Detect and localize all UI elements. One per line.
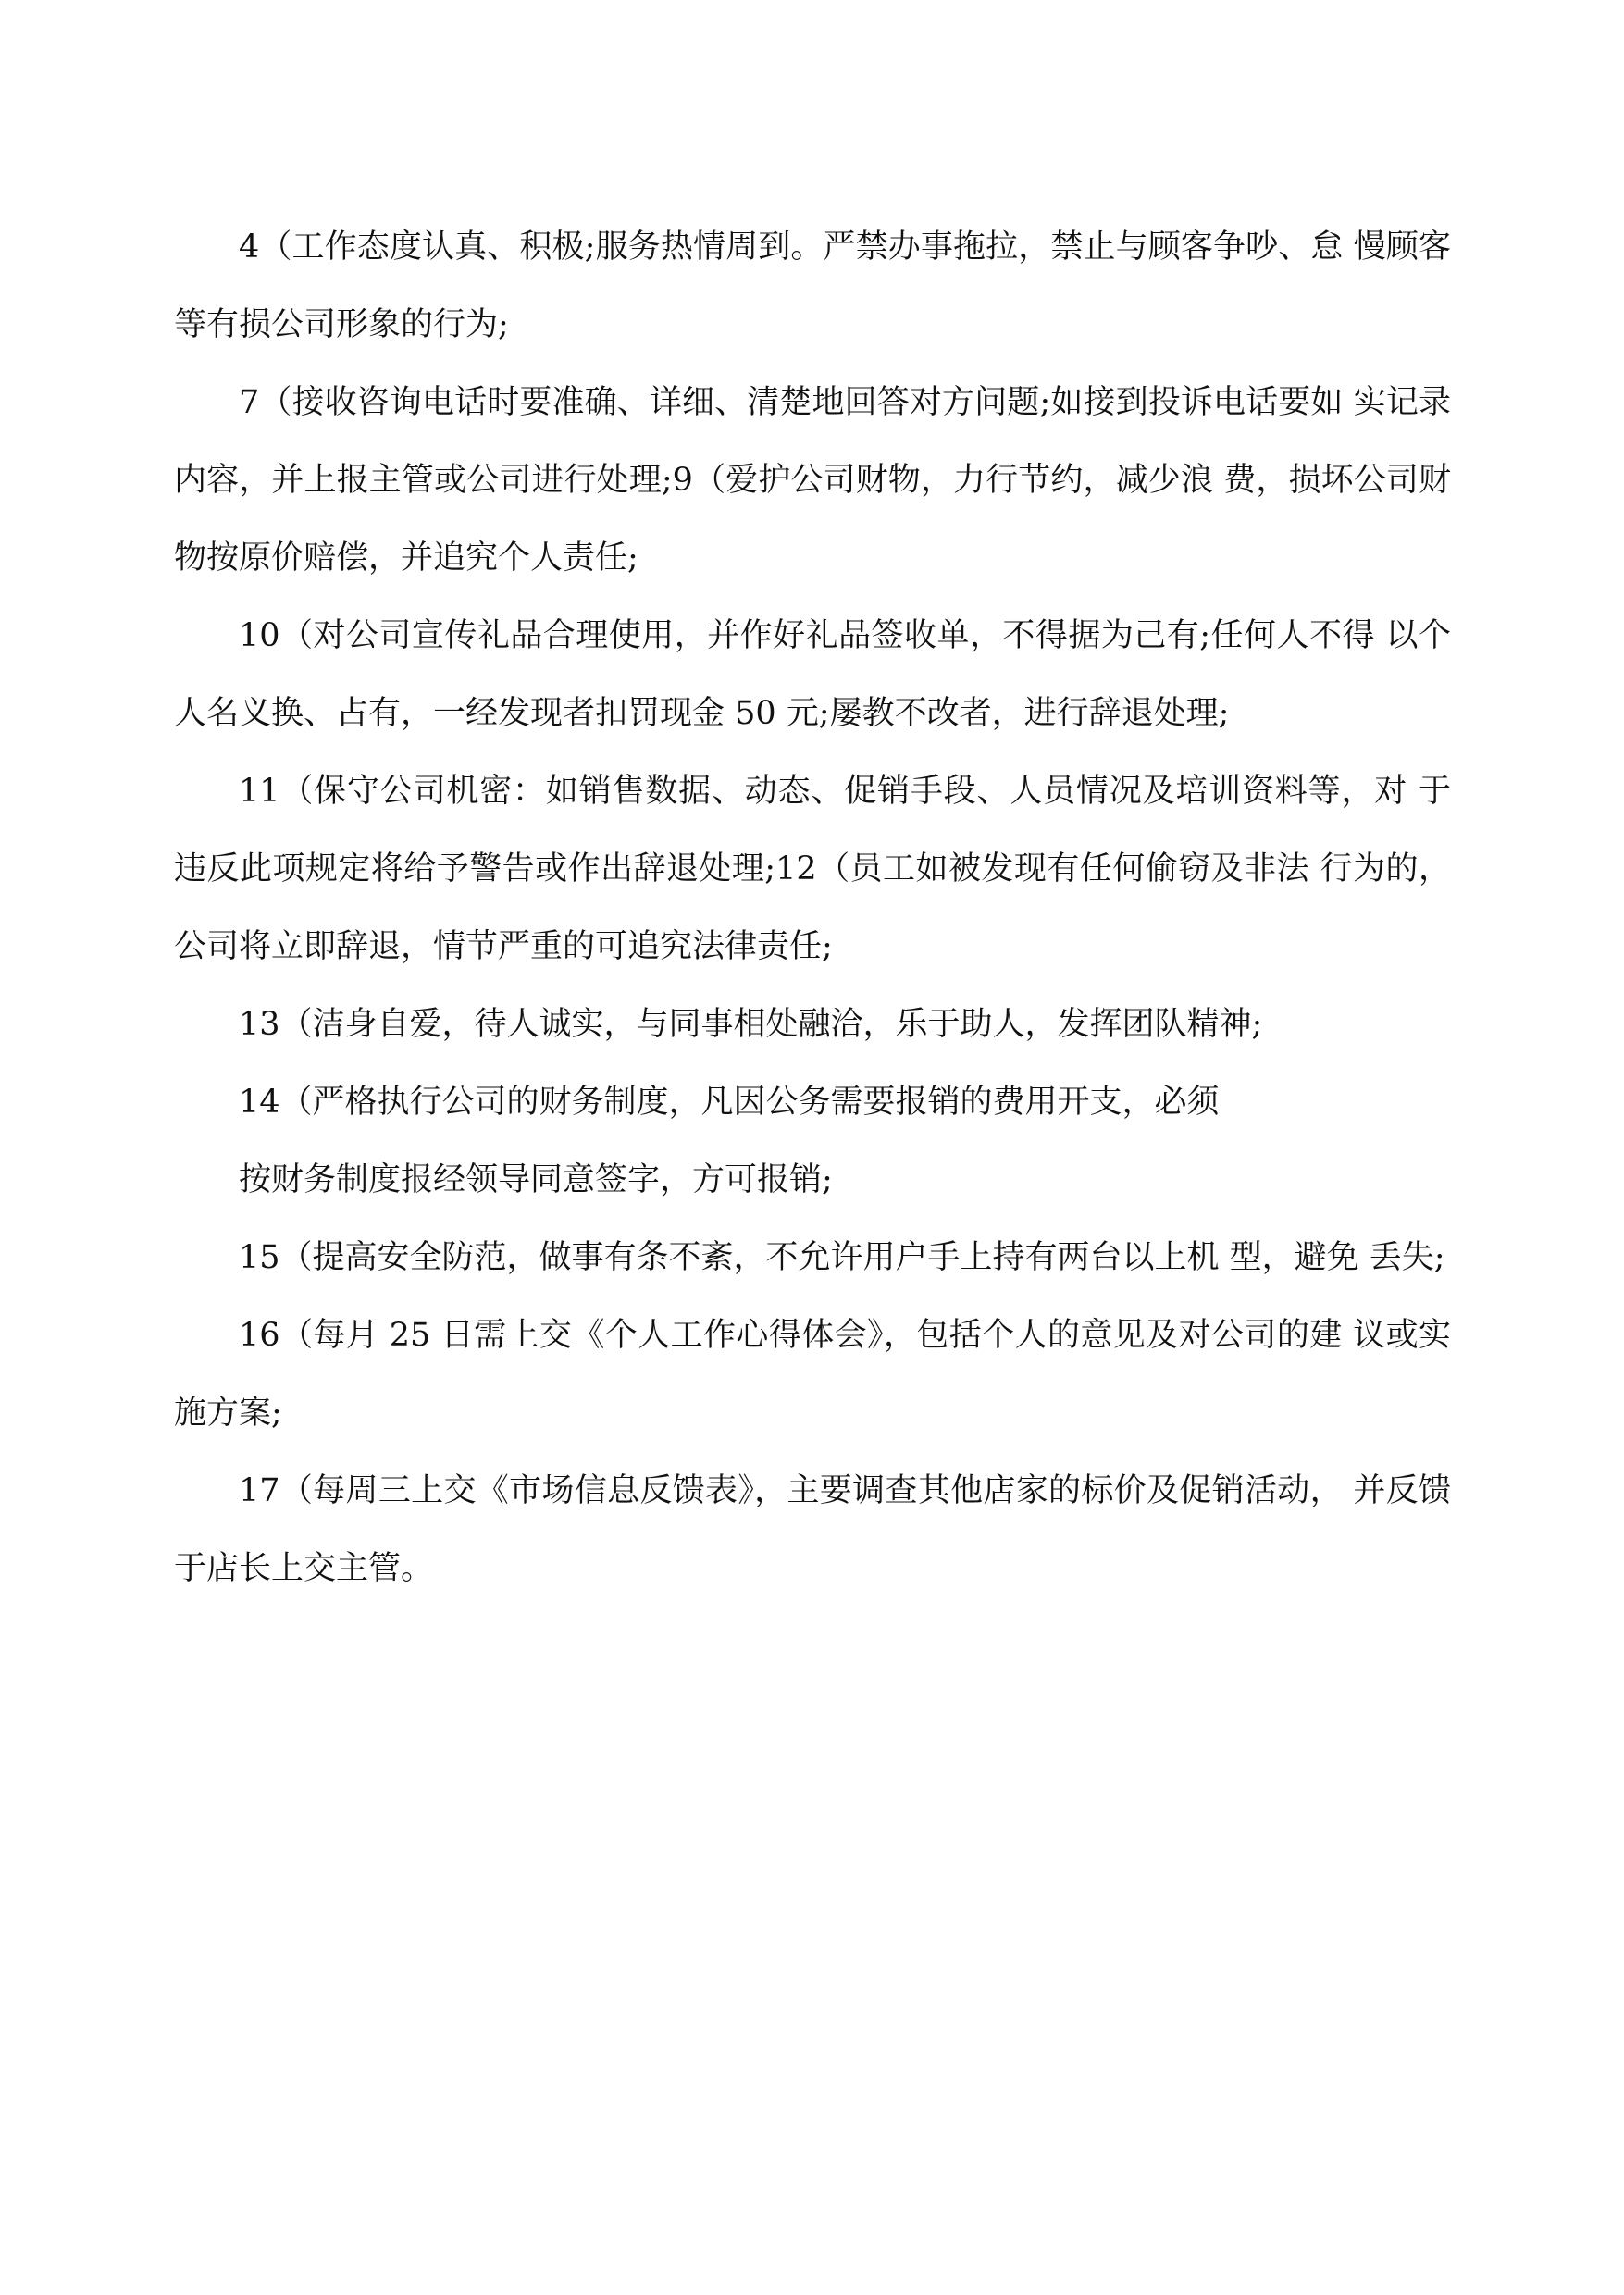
paragraph-rule-15: 15（提高安全防范，做事有条不紊，不允许用户手上持有两台以上机 型，避免 丢失;	[239, 1239, 1445, 1276]
paragraph-rule-13: 13（洁身自爱，待人诚实，与同事相处融洽，乐于助人，发挥团队精神;	[239, 1006, 1263, 1043]
paragraph-rule-11-12: 11（保守公司机密：如销售数据、动态、促销手段、人员情况及培训资料等，对 于违反此项规定将给予警告或作出辞退处理;12（员工如被发现有任何偷窃及非法 行为的，公司将立即辞退，情节严重的可追究法律责任;	[174, 773, 1451, 965]
paragraph-rule-16: 16（每月 25 日需上交《个人工作心得体会》，包括个人的意见及对公司的建 议或实施方案;	[174, 1317, 1451, 1432]
paragraph-rule-14-continued: 按财务制度报经领导同意签字，方可报销;	[239, 1161, 833, 1198]
paragraph-rule-4: 4（工作态度认真、积极;服务热情周到。严禁办事拖拉，禁止与顾客争吵、怠 慢顾客等有损公司形象的行为;	[174, 229, 1451, 343]
paragraph-rule-17: 17（每周三上交《市场信息反馈表》，主要调查其他店家的标价及促销活动， 并反馈于店长上交主管。	[174, 1472, 1451, 1587]
paragraph-rule-10: 10（对公司宣传礼品合理使用，并作好礼品签收单，不得据为己有;任何人不得 以个人名义换、占有，一经发现者扣罚现金 50 元;屡教不改者，进行辞退处理;	[174, 617, 1451, 732]
document-body	[174, 208, 1451, 1607]
paragraph-rule-14: 14（严格执行公司的财务制度，凡因公务需要报销的费用开支，必须	[239, 1084, 1220, 1121]
paragraph-rule-7-9: 7（接收咨询电话时要准确、详细、清楚地回答对方问题;如接到投诉电话要如 实记录内容，并上报主管或公司进行处理;9（爱护公司财物，力行节约，减少浪 费，损坏公司财物按原价赔偿，并追究个人责任;	[174, 384, 1451, 577]
